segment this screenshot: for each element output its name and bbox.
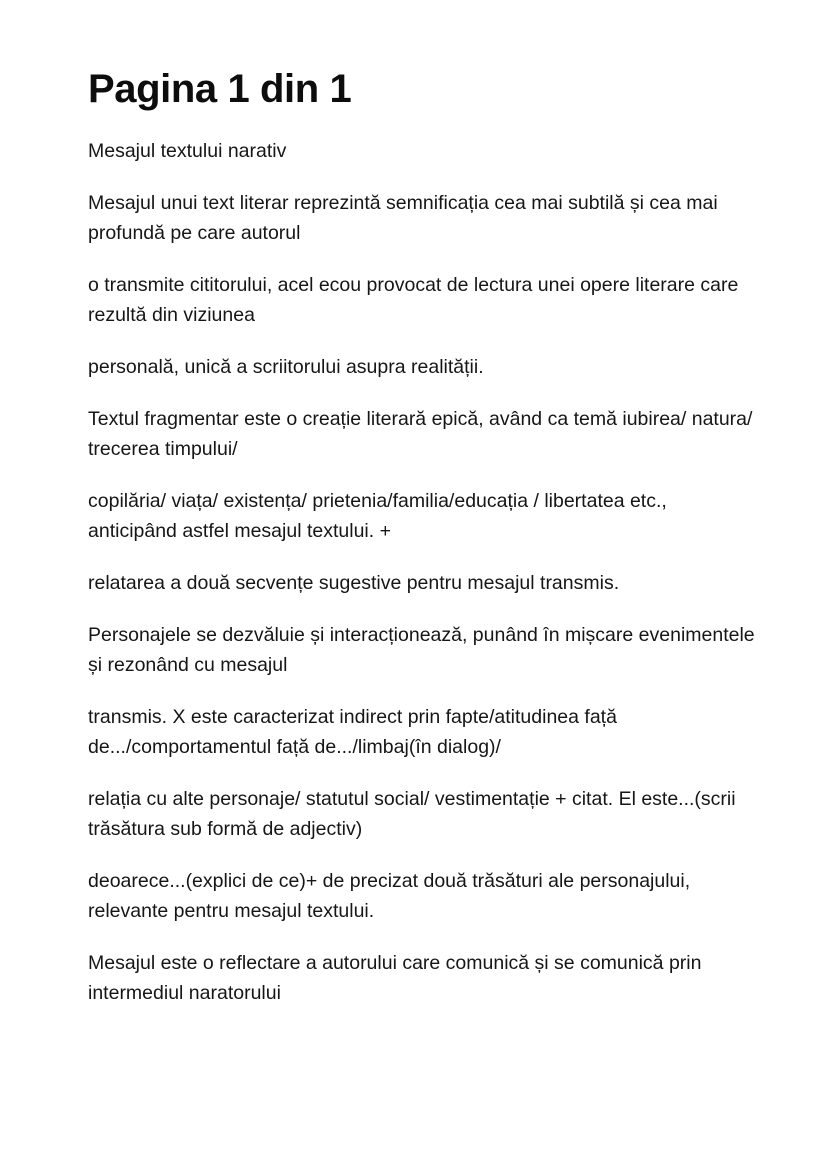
paragraph-12: Mesajul este o reflectare a autorului care comunică și se comunică prin intermediul naratorului: [88, 952, 702, 1004]
paragraph-4: personală, unică a scriitorului asupra realității.: [88, 356, 484, 378]
paragraph-6: copilăria/ viața/ existența/ prietenia/familia/educația / libertatea etc., anticipând astfel mesajul textului. +: [88, 490, 667, 542]
paragraph-5: Textul fragmentar este o creație literară epică, având ca temă iubirea/ natura/ trecerea timpului/: [88, 408, 753, 460]
paragraph-3: o transmite cititorului, acel ecou provocat de lectura unei opere literare care rezultă din viziunea: [88, 274, 739, 326]
paragraph-11: deoarece...(explici de ce)+ de precizat două trăsături ale personajului, relevante pentru mesajul textului.: [88, 870, 691, 922]
paragraph-1: Mesajul textului narativ: [88, 140, 287, 162]
paragraph-2: Mesajul unui text literar reprezintă semnificația cea mai subtilă și cea mai profundă pe care autorul: [88, 192, 718, 244]
paragraph-8: Personajele se dezvăluie și interacționează, punând în mișcare evenimentele și rezonând cu mesajul: [88, 624, 755, 676]
document-content: [88, 62, 758, 1030]
page-title: Pagina 1 din 1: [88, 67, 352, 111]
paragraph-7: relatarea a două secvențe sugestive pentru mesajul transmis.: [88, 572, 620, 594]
paragraph-10: relația cu alte personaje/ statutul social/ vestimentație + citat. El este...(scrii trăsătura sub formă de adjectiv): [88, 788, 736, 840]
paragraph-9: transmis. X este caracterizat indirect prin fapte/atitudinea față de.../comportamentul față de.../limbaj(în dialog)/: [88, 706, 617, 758]
